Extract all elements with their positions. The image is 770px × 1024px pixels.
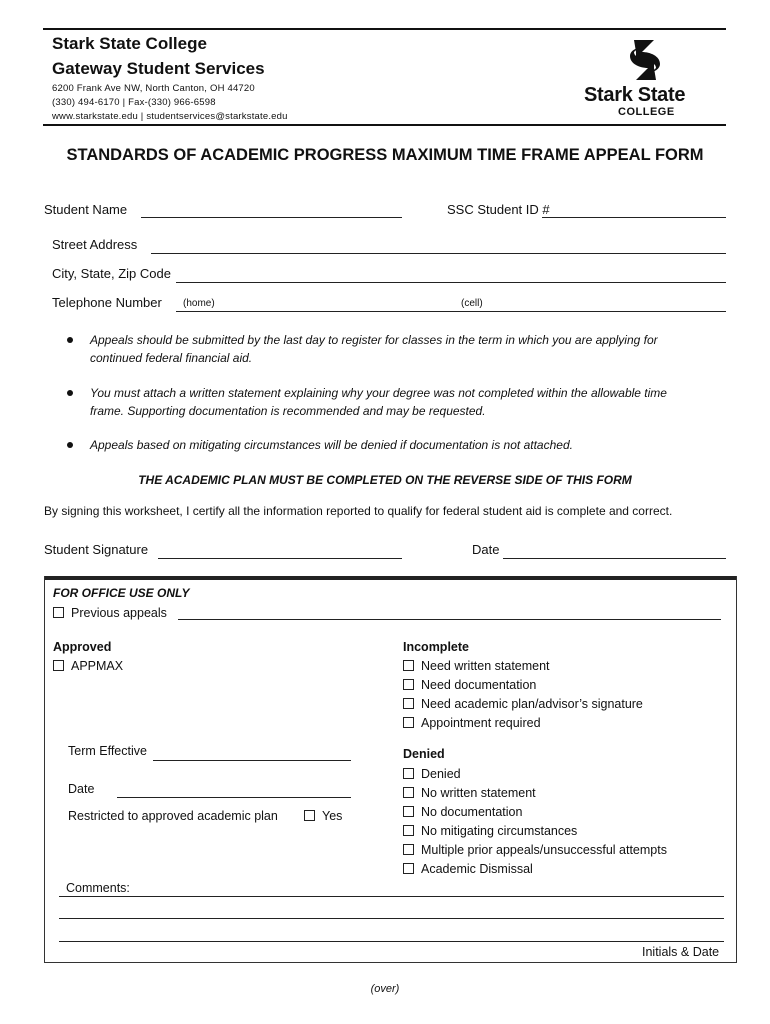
checkbox-icon[interactable]: [403, 717, 414, 728]
restricted-yes-checkbox[interactable]: Yes: [304, 809, 342, 823]
initials-date-label: Initials & Date: [642, 945, 720, 959]
college-name: Stark State College: [52, 34, 207, 53]
incomplete-heading: Incomplete: [403, 640, 469, 654]
checkbox-icon[interactable]: [53, 607, 64, 618]
bullet-dot: [67, 390, 73, 396]
approved-heading: Approved: [53, 640, 112, 654]
appmax-checkbox[interactable]: APPMAX: [53, 659, 123, 673]
checkbox-icon[interactable]: [403, 844, 414, 855]
date-label: Date: [472, 542, 500, 557]
comments-line[interactable]: [59, 896, 724, 897]
comments-line[interactable]: [59, 941, 724, 942]
bullet-item: Appeals should be submitted by the last day to register for classes in the term in which you are applying for continued federal financial aid.: [90, 333, 658, 365]
checkbox-icon[interactable]: [403, 698, 414, 709]
bullet-item: Appeals based on mitigating circumstances will be denied if documentation is not attached.: [90, 438, 573, 452]
term-effective-field[interactable]: [153, 760, 351, 761]
comments-label: Comments:: [66, 881, 130, 895]
restricted-plan-label: Restricted to approved academic plan: [68, 809, 278, 823]
student-name-label: Student Name: [44, 202, 128, 217]
city-state-zip-label: City, State, Zip Code: [52, 266, 171, 281]
city-state-zip-field[interactable]: [176, 282, 726, 283]
previous-appeals-field[interactable]: [178, 619, 721, 620]
phone-fax: (330) 494-6170 | Fax-(330) 966-6598: [52, 97, 216, 108]
ssc-id-field[interactable]: [542, 217, 726, 218]
checkbox-icon[interactable]: [53, 660, 64, 671]
logo-subtext: COLLEGE: [618, 106, 675, 118]
page-title: STANDARDS OF ACADEMIC PROGRESS MAXIMUM TIME FRAME APPEAL FORM: [66, 146, 704, 164]
incomplete-item-checkbox[interactable]: Need written statement: [403, 659, 550, 673]
telephone-label: Telephone Number: [52, 295, 162, 310]
college-logo-icon: [620, 38, 670, 82]
incomplete-item-checkbox[interactable]: Need documentation: [403, 678, 536, 692]
bullet-dot: [67, 442, 73, 448]
checkbox-icon[interactable]: [403, 768, 414, 779]
denied-item-checkbox[interactable]: No documentation: [403, 805, 522, 819]
checkbox-icon[interactable]: [403, 787, 414, 798]
incomplete-item-checkbox[interactable]: Need academic plan/advisor’s signature: [403, 697, 643, 711]
checkbox-icon[interactable]: [403, 806, 414, 817]
office-use-heading: FOR OFFICE USE ONLY: [53, 586, 190, 600]
comments-line[interactable]: [59, 918, 724, 919]
denied-item-checkbox[interactable]: Academic Dismissal: [403, 862, 533, 876]
denied-item-checkbox[interactable]: No written statement: [403, 786, 536, 800]
bullet-item: You must attach a written statement explaining why your degree was not completed within the allowable time frame. Supporting documentation is recommended and may be requested.: [90, 386, 667, 418]
denied-item-checkbox[interactable]: No mitigating circumstances: [403, 824, 577, 838]
street-address-field[interactable]: [151, 253, 726, 254]
header-top-rule: [43, 28, 726, 30]
certification-statement: By signing this worksheet, I certify all the information reported to qualify for federal student aid is complete and correct.: [44, 504, 673, 518]
logo-text: Stark State: [584, 84, 686, 106]
date-field[interactable]: [503, 558, 726, 559]
incomplete-item-checkbox[interactable]: Appointment required: [403, 716, 541, 730]
denied-heading: Denied: [403, 747, 445, 761]
checkbox-icon[interactable]: [403, 825, 414, 836]
page-footer: (over): [370, 983, 400, 995]
term-effective-label: Term Effective: [68, 744, 147, 758]
cell-phone-label: (cell): [461, 298, 483, 309]
office-date-label: Date: [68, 782, 95, 796]
checkbox-icon[interactable]: [403, 660, 414, 671]
ssc-id-label: SSC Student ID #: [447, 202, 550, 217]
bullet-dot: [67, 337, 73, 343]
telephone-field[interactable]: [176, 311, 726, 312]
academic-plan-notice: THE ACADEMIC PLAN MUST BE COMPLETED ON THE REVERSE SIDE OF THIS FORM: [138, 473, 632, 487]
street-address-label: Street Address: [52, 237, 138, 252]
signature-label: Student Signature: [44, 542, 149, 557]
checkbox-icon[interactable]: [403, 863, 414, 874]
address: 6200 Frank Ave NW, North Canton, OH 44720: [52, 83, 255, 94]
checkbox-icon[interactable]: [304, 810, 315, 821]
denied-item-checkbox[interactable]: Multiple prior appeals/unsuccessful attempts: [403, 843, 667, 857]
office-date-field[interactable]: [117, 797, 351, 798]
web-email: www.starkstate.edu | studentservices@starkstate.edu: [52, 111, 288, 122]
office-use-box: [44, 576, 737, 963]
department-name: Gateway Student Services: [52, 59, 265, 78]
signature-field[interactable]: [158, 558, 402, 559]
previous-appeals-checkbox[interactable]: Previous appeals: [53, 606, 167, 620]
denied-item-checkbox[interactable]: Denied: [403, 767, 461, 781]
header-bottom-rule: [43, 124, 726, 126]
student-name-field[interactable]: [141, 217, 402, 218]
home-phone-label: (home): [183, 298, 215, 309]
checkbox-icon[interactable]: [403, 679, 414, 690]
